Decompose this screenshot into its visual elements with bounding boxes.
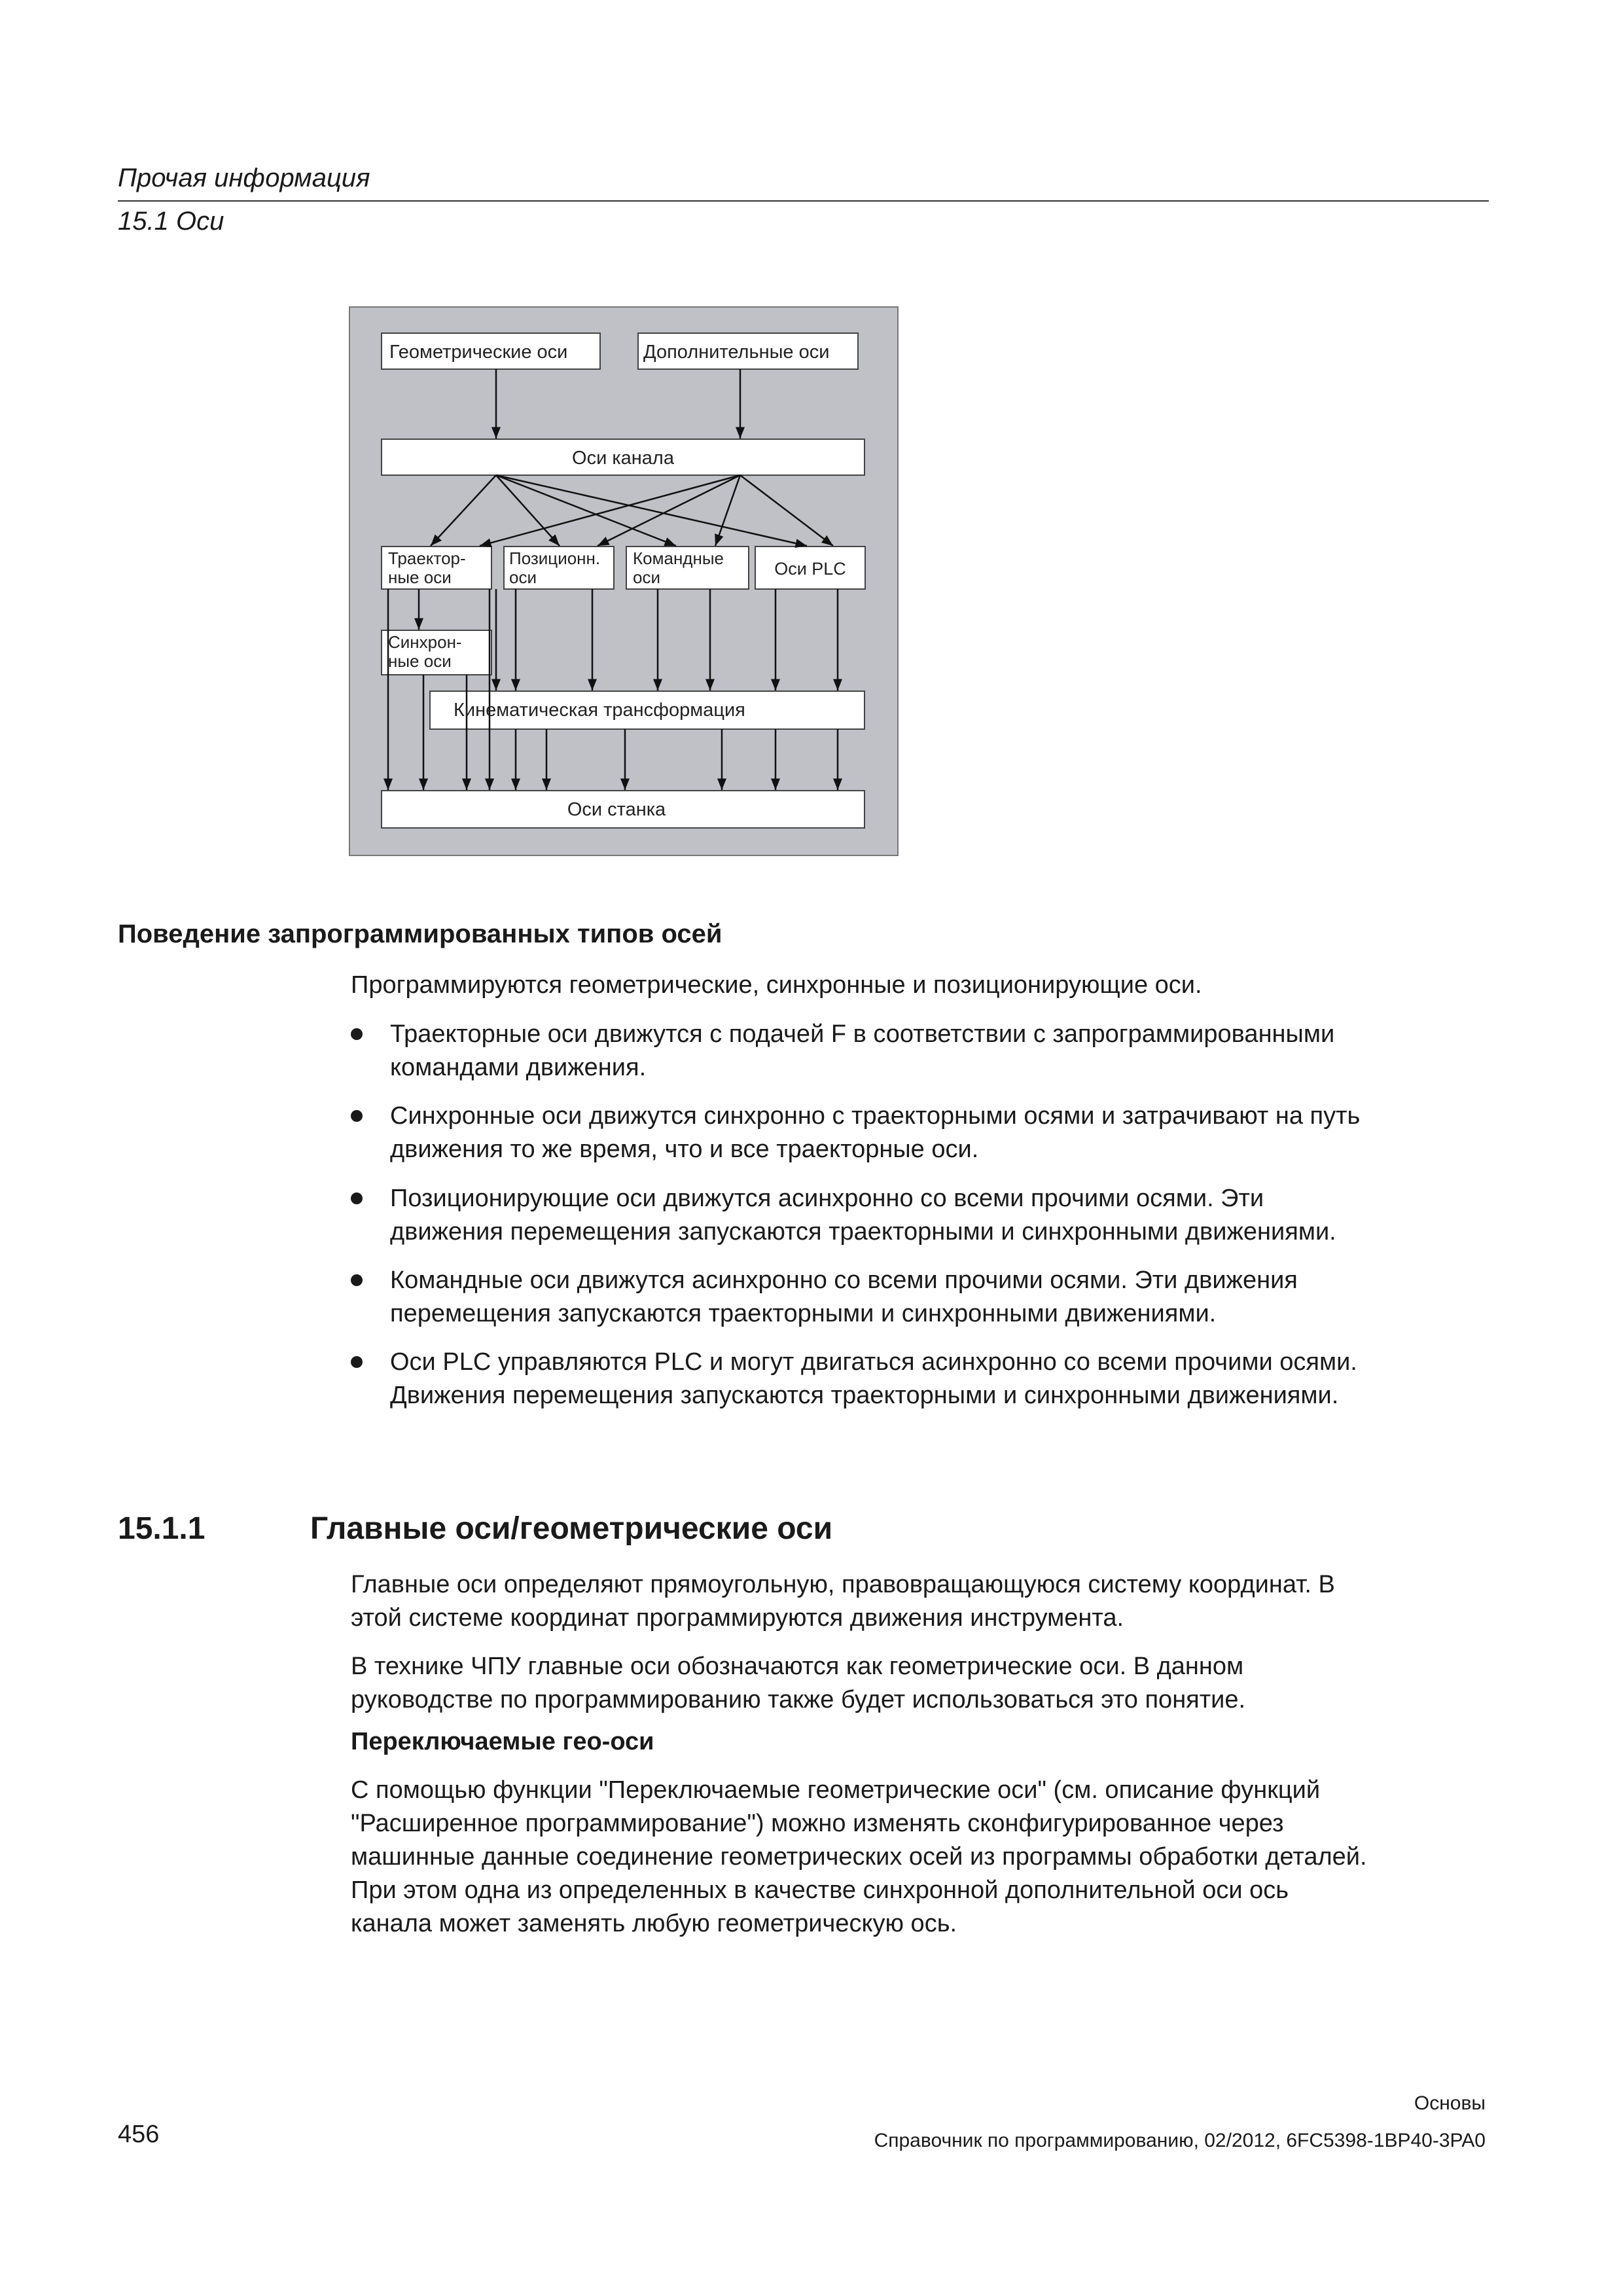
bullet-icon <box>351 1110 363 1122</box>
running-header-title: Прочая информация <box>118 164 370 192</box>
label-kinematic-transformation: Кинематическая трансформация <box>454 700 745 721</box>
label-machine-axes: Оси станка <box>567 799 666 820</box>
section2-para3 <box>351 1774 1489 1941</box>
bullet-plc-axes <box>390 1346 1496 1412</box>
bullet-line: командами движения. <box>390 1054 647 1081</box>
label-command-axes-1: Командные <box>633 548 724 568</box>
section2-para1 <box>351 1568 1489 1635</box>
section1-intro: Программируются геометрические, синхронные и позиционирующие оси. <box>351 971 1202 999</box>
bullet-line: Командные оси движутся асинхронно со всеми прочими осями. Эти движения <box>390 1266 1298 1294</box>
label-path-axes-2: ные оси <box>388 567 452 587</box>
bullet-icon <box>351 1193 363 1204</box>
label-geometric-axes: Геометрические оси <box>389 342 568 363</box>
text-line: С помощью функции "Переключаемые геометрические оси" (см. описание функций <box>351 1776 1321 1804</box>
bullet-icon <box>351 1274 363 1286</box>
label-path-axes-1: Траектор- <box>388 548 466 568</box>
bullet-line: движения перемещения запускаются траекторными и синхронными движениями. <box>390 1218 1336 1246</box>
bullet-icon <box>351 1028 363 1040</box>
bullet-line: Движения перемещения запускаются траекторными и синхронными движениями. <box>390 1382 1339 1409</box>
bullet-line: Оси PLC управляются PLC и могут двигаться асинхронно со всеми прочими осями. <box>390 1348 1357 1376</box>
text-line: руководстве по программированию также будет использоваться это понятие. <box>351 1686 1246 1713</box>
text-line: В технике ЧПУ главные оси обозначаются как геометрические оси. В данном <box>351 1653 1244 1680</box>
bullet-command-axes <box>390 1264 1496 1331</box>
label-sync-axes-1: Синхрон- <box>388 632 462 652</box>
text-line: "Расширенное программирование") можно изменять сконфигурированное через <box>351 1810 1284 1837</box>
bullet-sync-axes <box>390 1100 1496 1166</box>
bullet-line: перемещения запускаются траекторными и синхронными движениями. <box>390 1300 1217 1327</box>
page-number: 456 <box>118 2121 160 2148</box>
text-line: этой системе координат программируются движения инструмента. <box>351 1604 1124 1632</box>
running-header-subsection: 15.1 Оси <box>118 207 224 236</box>
label-sync-axes-2: ные оси <box>388 651 452 671</box>
bullet-line: Синхронные оси движутся синхронно с траекторными осями и затрачивают на путь <box>390 1102 1361 1130</box>
section-heading-main-axes: Главные оси/геометрические оси <box>310 1511 833 1546</box>
text-line: Главные оси определяют прямоугольную, правовращающуюся систему координат. В <box>351 1571 1335 1598</box>
label-command-axes-2: оси <box>633 567 660 587</box>
text-line: машинные данные соединение геометрических осей из программы обработки деталей. <box>351 1843 1367 1871</box>
text-line: При этом одна из определенных в качестве синхронной дополнительной оси ось <box>351 1876 1289 1904</box>
footer-reference: Справочник по программированию, 02/2012, 6FC5398-1BP40-3PA0 <box>874 2130 1486 2151</box>
bullet-line: Траекторные оси движутся с подачей F в соответствии с запрограммированными <box>390 1020 1335 1048</box>
section-heading-axis-behavior: Поведение запрограммированных типов осей <box>118 920 722 948</box>
axes-diagram <box>349 306 899 856</box>
label-plc-axes: Оси PLC <box>774 559 846 579</box>
header-rule <box>118 200 1489 202</box>
footer-book-title: Основы <box>1414 2092 1486 2114</box>
label-additional-axes: Дополнительные оси <box>643 342 830 363</box>
section2-para2 <box>351 1650 1489 1717</box>
subheading-switchable-geo-axes: Переключаемые гео-оси <box>351 1728 654 1755</box>
bullet-line: Позиционирующие оси движутся асинхронно со всеми прочими осями. Эти <box>390 1185 1264 1212</box>
bullet-positioning-axes <box>390 1182 1496 1249</box>
text-line: канала может заменять любую геометрическую ось. <box>351 1910 957 1937</box>
bullet-icon <box>351 1356 363 1368</box>
label-positioning-axes-2: оси <box>509 567 537 587</box>
bullet-path-axes <box>390 1018 1496 1085</box>
label-channel-axes: Оси канала <box>572 448 674 469</box>
section-number: 15.1.1 <box>118 1511 205 1546</box>
label-positioning-axes-1: Позиционн. <box>509 548 601 568</box>
bullet-line: движения то же время, что и все траекторные оси. <box>390 1136 979 1163</box>
